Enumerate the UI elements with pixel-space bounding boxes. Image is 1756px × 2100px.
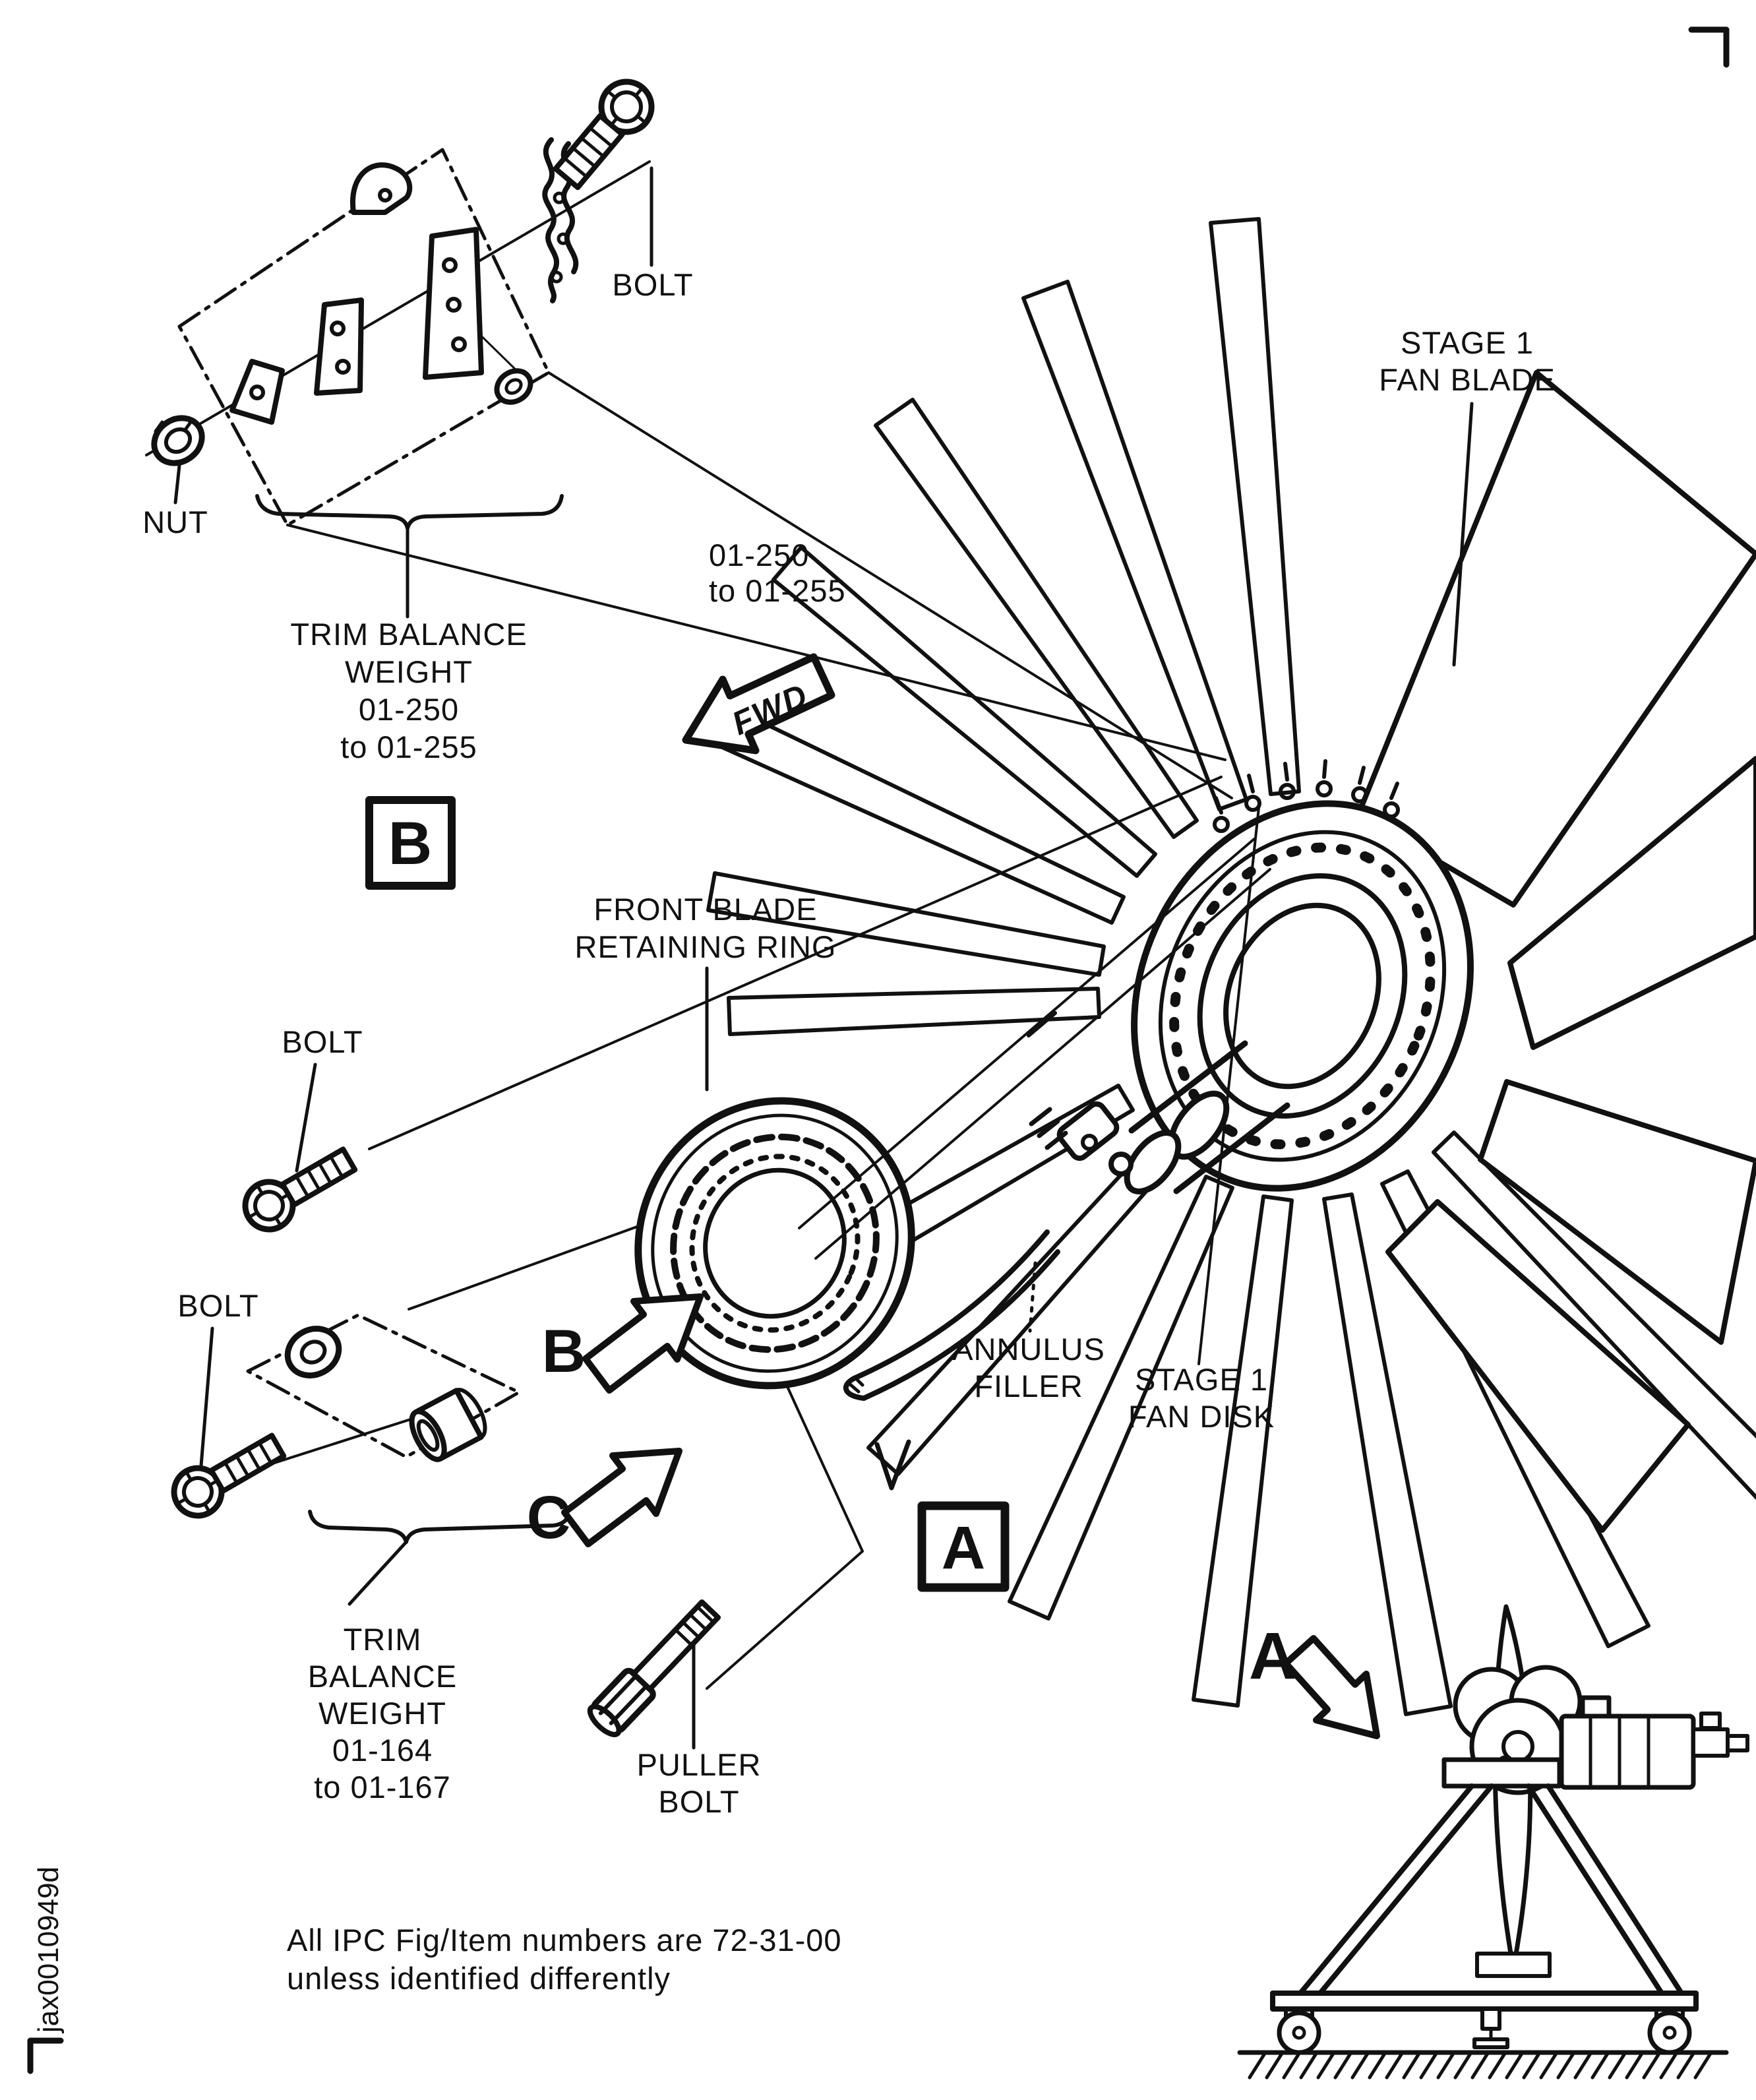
stage1-fan-disk-label: FAN DISK [1128,1399,1275,1434]
washer-drawing [280,1320,348,1384]
stand-saddle [1444,1760,1559,1786]
trim-weight-clip-hook [353,165,409,212]
puller-bolt-label: BOLT [658,1784,740,1819]
view-c-arrow [527,1451,679,1551]
front-blade-retaining-ring-drawing [593,1057,957,1429]
annulus-filler-label: ANNULUS [952,1332,1105,1367]
view-a-arrow [1249,1619,1377,1736]
bolt-middle-label: BOLT [282,1024,363,1059]
trim-balance-weight-lower-label: WEIGHT [318,1696,446,1731]
trim-balance-weight-lower-label: to 01-167 [314,1770,451,1805]
trim-balance-weight-upper-label: TRIM BALANCE [290,617,528,652]
puller-bolt-drawing [586,1597,723,1739]
fan-assembly-drawing [708,219,1756,1714]
stand-engine-body [1561,1716,1693,1787]
trim-balance-weight-upper-label: 01-250 [358,692,460,727]
nut-label: NUT [142,505,208,540]
annulus-filler-label: FILLER [974,1369,1083,1404]
stand-jack-foot [1474,2039,1507,2047]
item-range-label: to 01-255 [709,573,846,608]
ipc-note-line2: unless identified differently [287,1961,671,1996]
corner-mark-top-right [1691,30,1726,65]
stage1-fan-disk-label: STAGE 1 [1134,1362,1269,1397]
stage1-fan-blade-label: STAGE 1 [1400,325,1534,360]
caster-wheel [1279,2013,1319,2053]
detail-b-exploded-group [146,71,662,617]
stand-base [1273,1993,1696,2009]
trim-weight-plate-large [425,230,481,377]
bolt-lower-leader [201,1328,212,1466]
puller-bolt-label: PULLER [636,1747,762,1782]
trim-weight-plate-middle [317,300,361,393]
fwd-arrow-label: FWD [726,676,814,743]
bolt-lower-label: BOLT [177,1288,259,1323]
trim-balance-weight-lower-label: TRIM [343,1622,422,1657]
item-range-label: 01-250 [709,538,810,572]
detail-b-box [369,800,452,886]
front-blade-retaining-ring-label: RETAINING RING [574,929,837,964]
detail-a-letter: A [941,1514,986,1582]
transport-stand-illustration [1240,1607,1747,2078]
nut-leader [175,466,179,503]
view-b-letter: B [541,1318,586,1385]
trim-balance-weight-lower-label: 01-164 [332,1733,433,1768]
bolt-top-label: BOLT [612,267,694,302]
bolt-lower-drawing [166,1425,289,1524]
bolt-top-drawing [547,71,661,194]
trim-weight-cylinder [405,1385,491,1464]
trim-weight-clip-small [232,361,282,422]
brace-upper [257,496,562,528]
stand-blade-clamp [1477,1954,1550,1976]
trim-balance-weight-upper-label: to 01-255 [340,729,477,764]
bolt-middle-leader [297,1065,315,1171]
detail-a-box [922,1506,1005,1588]
view-c-letter: C [526,1484,571,1551]
view-b-arrow [542,1297,700,1390]
ipc-note-line1: All IPC Fig/Item numbers are 72-31-00 [287,1923,842,1958]
view-a-letter: A [1248,1619,1297,1693]
detail-b-letter: B [388,810,433,877]
label-leader [349,1542,406,1604]
stage1-fan-blade-label: FAN BLADE [1379,362,1556,397]
front-blade-retaining-ring-label: FRONT BLADE [593,892,818,927]
corner-mark-bottom-left [30,2041,61,2071]
caster-wheel [1650,2013,1689,2053]
nut-drawing [146,409,211,472]
fan-blade [1211,219,1299,794]
doc-code: jax0010949d [32,1866,65,2033]
trim-balance-weight-lower-label: BALANCE [307,1659,458,1694]
ground-hatching [1250,2053,1711,2078]
trim-balance-weight-upper-label: WEIGHT [345,654,473,689]
fan-blade [729,989,1099,1034]
detail-c-exploded-group [166,1139,571,1604]
